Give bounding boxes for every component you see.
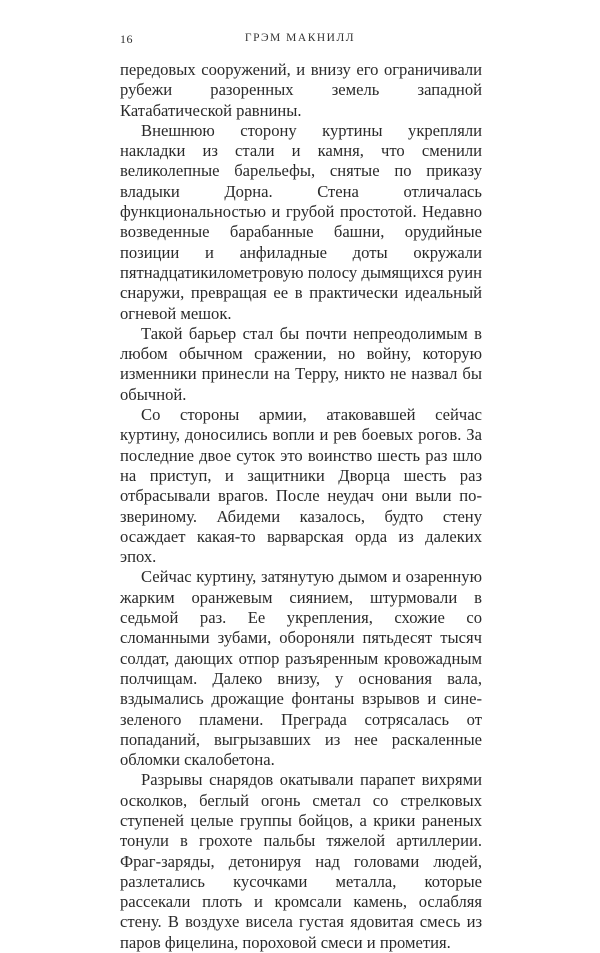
body-text	[120, 60, 482, 953]
paragraph: Сейчас куртину, затянутую дымом и озаренную жарким оранжевым сиянием, штурмовали в седьмой раз. Ее укрепления, схожие со сломанными зубами, обороняли пятьдесят тысяч солдат, дающих отпор разъяренным кровожадным полчищам. Далеко внизу, у основания вала, вздымались дрожащие фонтаны взрывов и сине-зеленого пламени. Преграда сотрясалась от попаданий, выгрызавших из нее раскаленные обломки скалобетона.	[120, 567, 482, 770]
paragraph: передовых сооружений, и внизу его ограничивали рубежи разоренных земель западной Катабатической равнины.	[120, 60, 482, 120]
paragraph: Внешнюю сторону куртины укрепляли накладки из стали и камня, что сменили великолепные барельефы, снятые по приказу владыки Дорна. Стена отличалась функциональностью и грубой простотой. Недавно возведенные барабанные башни, орудийные позиции и анфиладные доты окружали пятнадцатикилометровую полосу дымящихся руин снаружи, превращая ее в практически идеальный огневой мешок.	[120, 120, 482, 323]
paragraph: Разрывы снарядов окатывали парапет вихрями осколков, беглый огонь сметал со стрелковых ступеней целые группы бойцов, а крики раненых тонули в грохоте пальбы тяжелой артиллерии. Фраг-заряды, детонируя над головами людей, разлетались кусочками металла, которые рассекали плоть и кромсали камень, ослабляя стену. В воздухе висела густая ядовитая смесь из паров фицелина, пороховой смеси и прометия.	[120, 770, 482, 952]
running-head: ГРЭМ МАКНИЛЛ	[244, 32, 356, 44]
paragraph: Такой барьер стал бы почти непреодолимым в любом обычном сражении, но войну, которую изменники принесли на Терру, никто не назвал бы обычной.	[120, 323, 482, 404]
paragraph: Со стороны армии, атаковавшей сейчас куртину, доносились вопли и рев боевых рогов. За последние двое суток это воинство шесть раз шло на приступ, и защитники Дворца шесть раз отбрасывали врагов. После неудач они выли по-звериному. Абидеми казалось, будто стену осаждает какая-то варварская орда из далеких эпох.	[120, 405, 482, 567]
page-number: 16	[120, 32, 133, 46]
